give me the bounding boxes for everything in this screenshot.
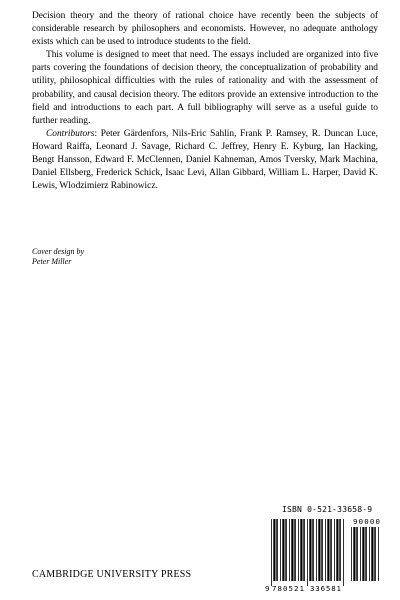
contributors-list: Peter Gärdenfors, Nils-Eric Sahlin, Frank P. Ramsey, R. Duncan Luce, Howard Raiffa, Leonard J. Savage, Richard C. Jeffrey, Henry E. Kyburg, Ian Hacking, Bengt Hansson, Edward F. McClennen, Daniel Kahneman, Amos Tversky, Mark Machina, Daniel Ellsberg, Frederick Schick, Isaac Levi, Allan Gibbard, William L. Harper, David K. Lewis, Wlodzimierz Rabinowicz.: [32, 128, 378, 192]
price-code: 90000: [353, 517, 380, 526]
barcode-graphic: [264, 517, 382, 593]
barcode-bar: [289, 519, 290, 581]
barcode-bar: [369, 527, 370, 581]
ean-left-digits: 780521: [272, 584, 304, 593]
description-paragraph-1: Decision theory and the theory of rational choice have recently been the subjects of considerable research by philosophers and economists. However, no adequate anthology exists which can be used to introduce students to the field.: [32, 11, 378, 48]
publisher-name: CAMBRIDGE UNIVERSITY PRESS: [32, 569, 192, 580]
ean-first-digit: 9: [265, 584, 270, 593]
barcode-bar: [356, 527, 358, 581]
barcode-bar: [298, 519, 299, 581]
barcode-bar: [303, 519, 305, 581]
barcode-bar: [330, 519, 332, 581]
barcode-bar: [327, 519, 329, 581]
barcode-bar: [271, 519, 272, 586]
description-blurb: [32, 10, 378, 193]
barcode-bar: [351, 527, 352, 581]
barcode-bar: [300, 519, 302, 581]
barcode-bar: [343, 519, 344, 586]
barcode-bar: [321, 519, 323, 581]
barcode-bar: [362, 527, 364, 581]
barcode-bar: [285, 519, 287, 581]
barcode-bar: [316, 519, 317, 581]
contributors-label: Contributors: [46, 128, 95, 139]
barcode-bar: [294, 519, 296, 581]
barcode-bar: [309, 519, 311, 581]
ean-right-digits: 336581: [310, 584, 341, 593]
description-paragraph-2: This volume is designed to meet that need. The essays included are organized into five parts covering the foundations of decision theory, the conceptualization of probability and utility, philosophical difficulties with the rules of rationality and with the assessment of probability, and causal decision theory. The editors provide an extensive introduction to the field and introductions to each part. A full bibliography will serve as a useful guide to further reading.: [32, 50, 378, 126]
barcode-bar: [312, 519, 314, 581]
contributors-paragraph: Contributors: Peter Gärdenfors, Nils-Eric Sahlin, Frank P. Ramsey, R. Duncan Luce, Howard Raiffa, Leonard J. Savage, Richard C. Jeffrey, Henry E. Kyburg, Ian Hacking, Bengt Hansson, Edward F. McClennen, Daniel Kahneman, Amos Tversky, Mark Machina, Daniel Ellsberg, Frederick Schick, Isaac Levi, Allan Gibbard, William L. Harper, David K. Lewis, Wlodzimierz Rabinowicz.: [32, 128, 378, 192]
ean-bars: [271, 519, 344, 586]
barcode-bar: [336, 519, 338, 581]
barcode-bar: [276, 519, 278, 581]
barcode-bar: [291, 519, 293, 581]
barcode-bar: [325, 519, 326, 581]
cover-design-credit: [32, 247, 84, 267]
barcode: [264, 517, 382, 593]
isbn-number: ISBN 0-521-33658-9: [282, 505, 373, 514]
barcode-bar: [273, 519, 275, 581]
barcode-bar: [318, 519, 320, 581]
barcode-bar: [307, 519, 308, 586]
barcode-bar: [334, 519, 335, 581]
cover-design-label: Cover design by: [32, 247, 84, 256]
barcode-bar: [353, 527, 355, 581]
barcode-bar: [374, 527, 376, 581]
barcode-bar: [339, 519, 341, 581]
barcode-bar: [282, 519, 284, 581]
barcode-bar: [360, 527, 361, 581]
barcode-bar: [365, 527, 367, 581]
barcode-bar: [371, 527, 373, 581]
price-bars: [351, 527, 379, 581]
barcode-bar: [378, 527, 379, 581]
barcode-bar: [280, 519, 281, 581]
cover-designer-name: Peter Miller: [32, 257, 72, 266]
